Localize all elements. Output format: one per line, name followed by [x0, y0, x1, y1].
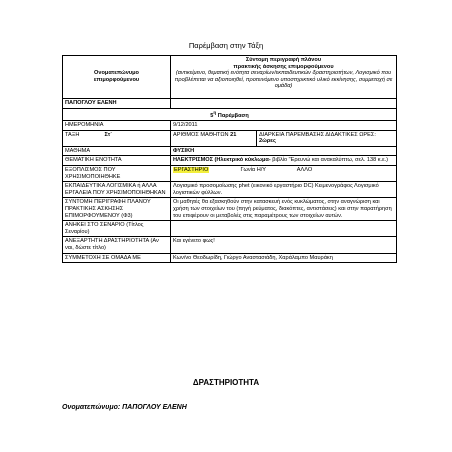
header-right-line: πρακτικής άσκησης επιμορφούμενου: [233, 63, 334, 70]
table-row: [63, 253, 397, 263]
students-cell: [171, 130, 257, 146]
software-value: Λογισμικό προσομοίωσης phet (εικονικό εργαστήριο DC) Κειμενογράφος Λογισμικό λογιστικών φύλλων.: [171, 182, 397, 198]
name-line-label: Ονοματεπώνυμο:: [62, 404, 121, 411]
class-cell: [63, 130, 171, 146]
plan-label: ΣΥΝΤΟΜΗ ΠΕΡΙΓΡΑΦΗ ΠΛΑΝΟΥ ΠΡΑΚΤΙΚΗΣ ΑΣΚΗΣΗΣ ΕΠΙΜΟΡΦΟΥΜΕΝΟΥ (Φ3): [63, 198, 171, 221]
table-row: [63, 198, 397, 221]
equipment-lab: ΕΡΓΑΣΤΗΡΙΟ: [174, 167, 209, 174]
team-value: Κων/νο Θεοδωρίδη, Γιώργο Αναστασιάδη, Χαράλαμπο Μαυράκη: [171, 253, 397, 263]
subject-value: ΦΥΣΙΚΗ: [171, 146, 397, 156]
equipment-cell: [171, 166, 397, 182]
equipment-label: ΕΞΟΠΛΙΣΜΟΣ ΠΟΥ ΧΡΗΣΙΜΟΠΟΙΗΘΗΚΕ: [63, 166, 171, 182]
table-row: [63, 156, 397, 166]
unit-bold: ΗΛΕΚΤΡΙΣΜΟΣ (Ηλεκτρικό κύκλωμα-: [173, 157, 271, 164]
software-label: ΕΚΠΑΙΔΕΥΤΙΚΑ ΛΟΓΙΣΜΙΚΑ ή ΑΛΛΑ ΕΡΓΑΛΕΙΑ ΠΟΥ ΧΡΗΣΙΜΟΠΟΙΗΘΗΚΑΝ: [63, 182, 171, 198]
equipment-corner: Γωνία Η/Υ: [240, 167, 266, 174]
intervention-cell: [63, 108, 397, 120]
header-right-cell: [171, 56, 397, 99]
intervention-label: Παρέμβαση: [217, 112, 249, 119]
subject-label: ΜΑΘΗΜΑ: [63, 146, 171, 156]
empty-cell: [171, 99, 397, 109]
page-title: Παρέμβαση στην Τάξη: [188, 41, 264, 50]
students-label: ΑΡΙΘΜΟΣ ΜΑΘΗΤΩΝ: [173, 131, 229, 138]
table-row: [63, 221, 397, 237]
intervention-superscript: η: [213, 109, 217, 115]
activity-value: Και εγένετο φως!: [171, 237, 397, 253]
table-row: [63, 182, 397, 198]
date-value: 9/12/2011: [171, 121, 397, 131]
unit-label: ΘΕΜΑΤΙΚΗ ΕΝΟΤΗΤΑ: [63, 156, 171, 166]
table-row: [63, 99, 397, 109]
activity-label: ΑΝΕΞΑΡΤΗΤΗ ΔΡΑΣΤΗΡΙΟΤΗΤΑ (Αν ναι, δώστε τίτλο): [63, 237, 171, 253]
unit-rest: βιβλίο "Ερευνώ και ανακαλύπτω, σελ. 138 κ.ε.): [270, 157, 388, 164]
activity-heading: ΔΡΑΣΤΗΡΙΟΤΗΤΑ: [192, 378, 260, 387]
intervention-table: [62, 55, 397, 263]
students-value: 21: [230, 131, 237, 138]
class-value: Στ΄: [104, 131, 113, 138]
duration-cell: [257, 130, 397, 146]
name-line-value: ΠΑΠΟΓΛΟΥ ΕΛΕΝΗ: [122, 404, 187, 411]
header-left-line: Ονοματεπώνυμο: [94, 70, 139, 77]
table-row: [63, 166, 397, 182]
intervention-number: 5: [210, 112, 214, 119]
table-row: [63, 121, 397, 131]
scenario-label: ΑΝΗΚΕΙ ΣΤΟ ΣΕΝΑΡΙΟ (Τίτλος Σεναρίου): [63, 221, 171, 237]
unit-cell: [171, 156, 397, 166]
date-label: ΗΜΕΡΟΜΗΝΙΑ: [63, 121, 171, 131]
table-row: [63, 237, 397, 253]
table-row: [63, 130, 397, 146]
name-line: [62, 404, 187, 411]
table-row: [63, 56, 397, 99]
table-row: [63, 108, 397, 120]
duration-value: 2ώρες: [259, 138, 276, 145]
header-right-line: Σύντομη περιγραφή πλάνου: [245, 57, 322, 63]
header-left-line: επιμορφούμενου: [93, 77, 140, 83]
class-label: ΤΑΞΗ: [65, 131, 80, 138]
plan-value: Οι μαθητές θα εξασκηθούν στην κατασκευή ενός κυκλώματος, στην αναγνώριση και χρήση των στοιχείων του (πηγή ρεύματος, διακόπτες, αντιστάσεις) και στην παρατήρηση του επιφέρουν οι μεταβολές στις παραμέτρους των στοιχείων αυτών.: [171, 198, 397, 221]
header-left-cell: [63, 56, 171, 99]
duration-label: ΔΙΑΡΚΕΙΑ ΠΑΡΕΜΒΑΣΗΣ ΔΙΔΑΚΤΙΚΕΣ ΩΡΕΣ:: [259, 131, 376, 138]
table-row: [63, 146, 397, 156]
name-cell: ΠΑΠΟΓΛΟΥ ΕΛΕΝΗ: [63, 99, 171, 109]
team-label: ΣΥΜΜΕΤΟΧΗ ΣΕ ΟΜΑΔΑ ΜΕ: [63, 253, 171, 263]
scenario-value: [171, 221, 397, 237]
equipment-other: ΑΛΛΟ: [296, 167, 313, 174]
header-right-italic: (αντικείμενο, θεματική ενότητα σεναρίων/εκπαιδευτικών δραστηριοτήτων, Λογισμικό που προβλέπεται να αξιοποιηθεί, προτεινόμενο υποστηρικτικό υλικό εκκίνησης, συμμετοχή σε ομάδα): [174, 70, 393, 90]
